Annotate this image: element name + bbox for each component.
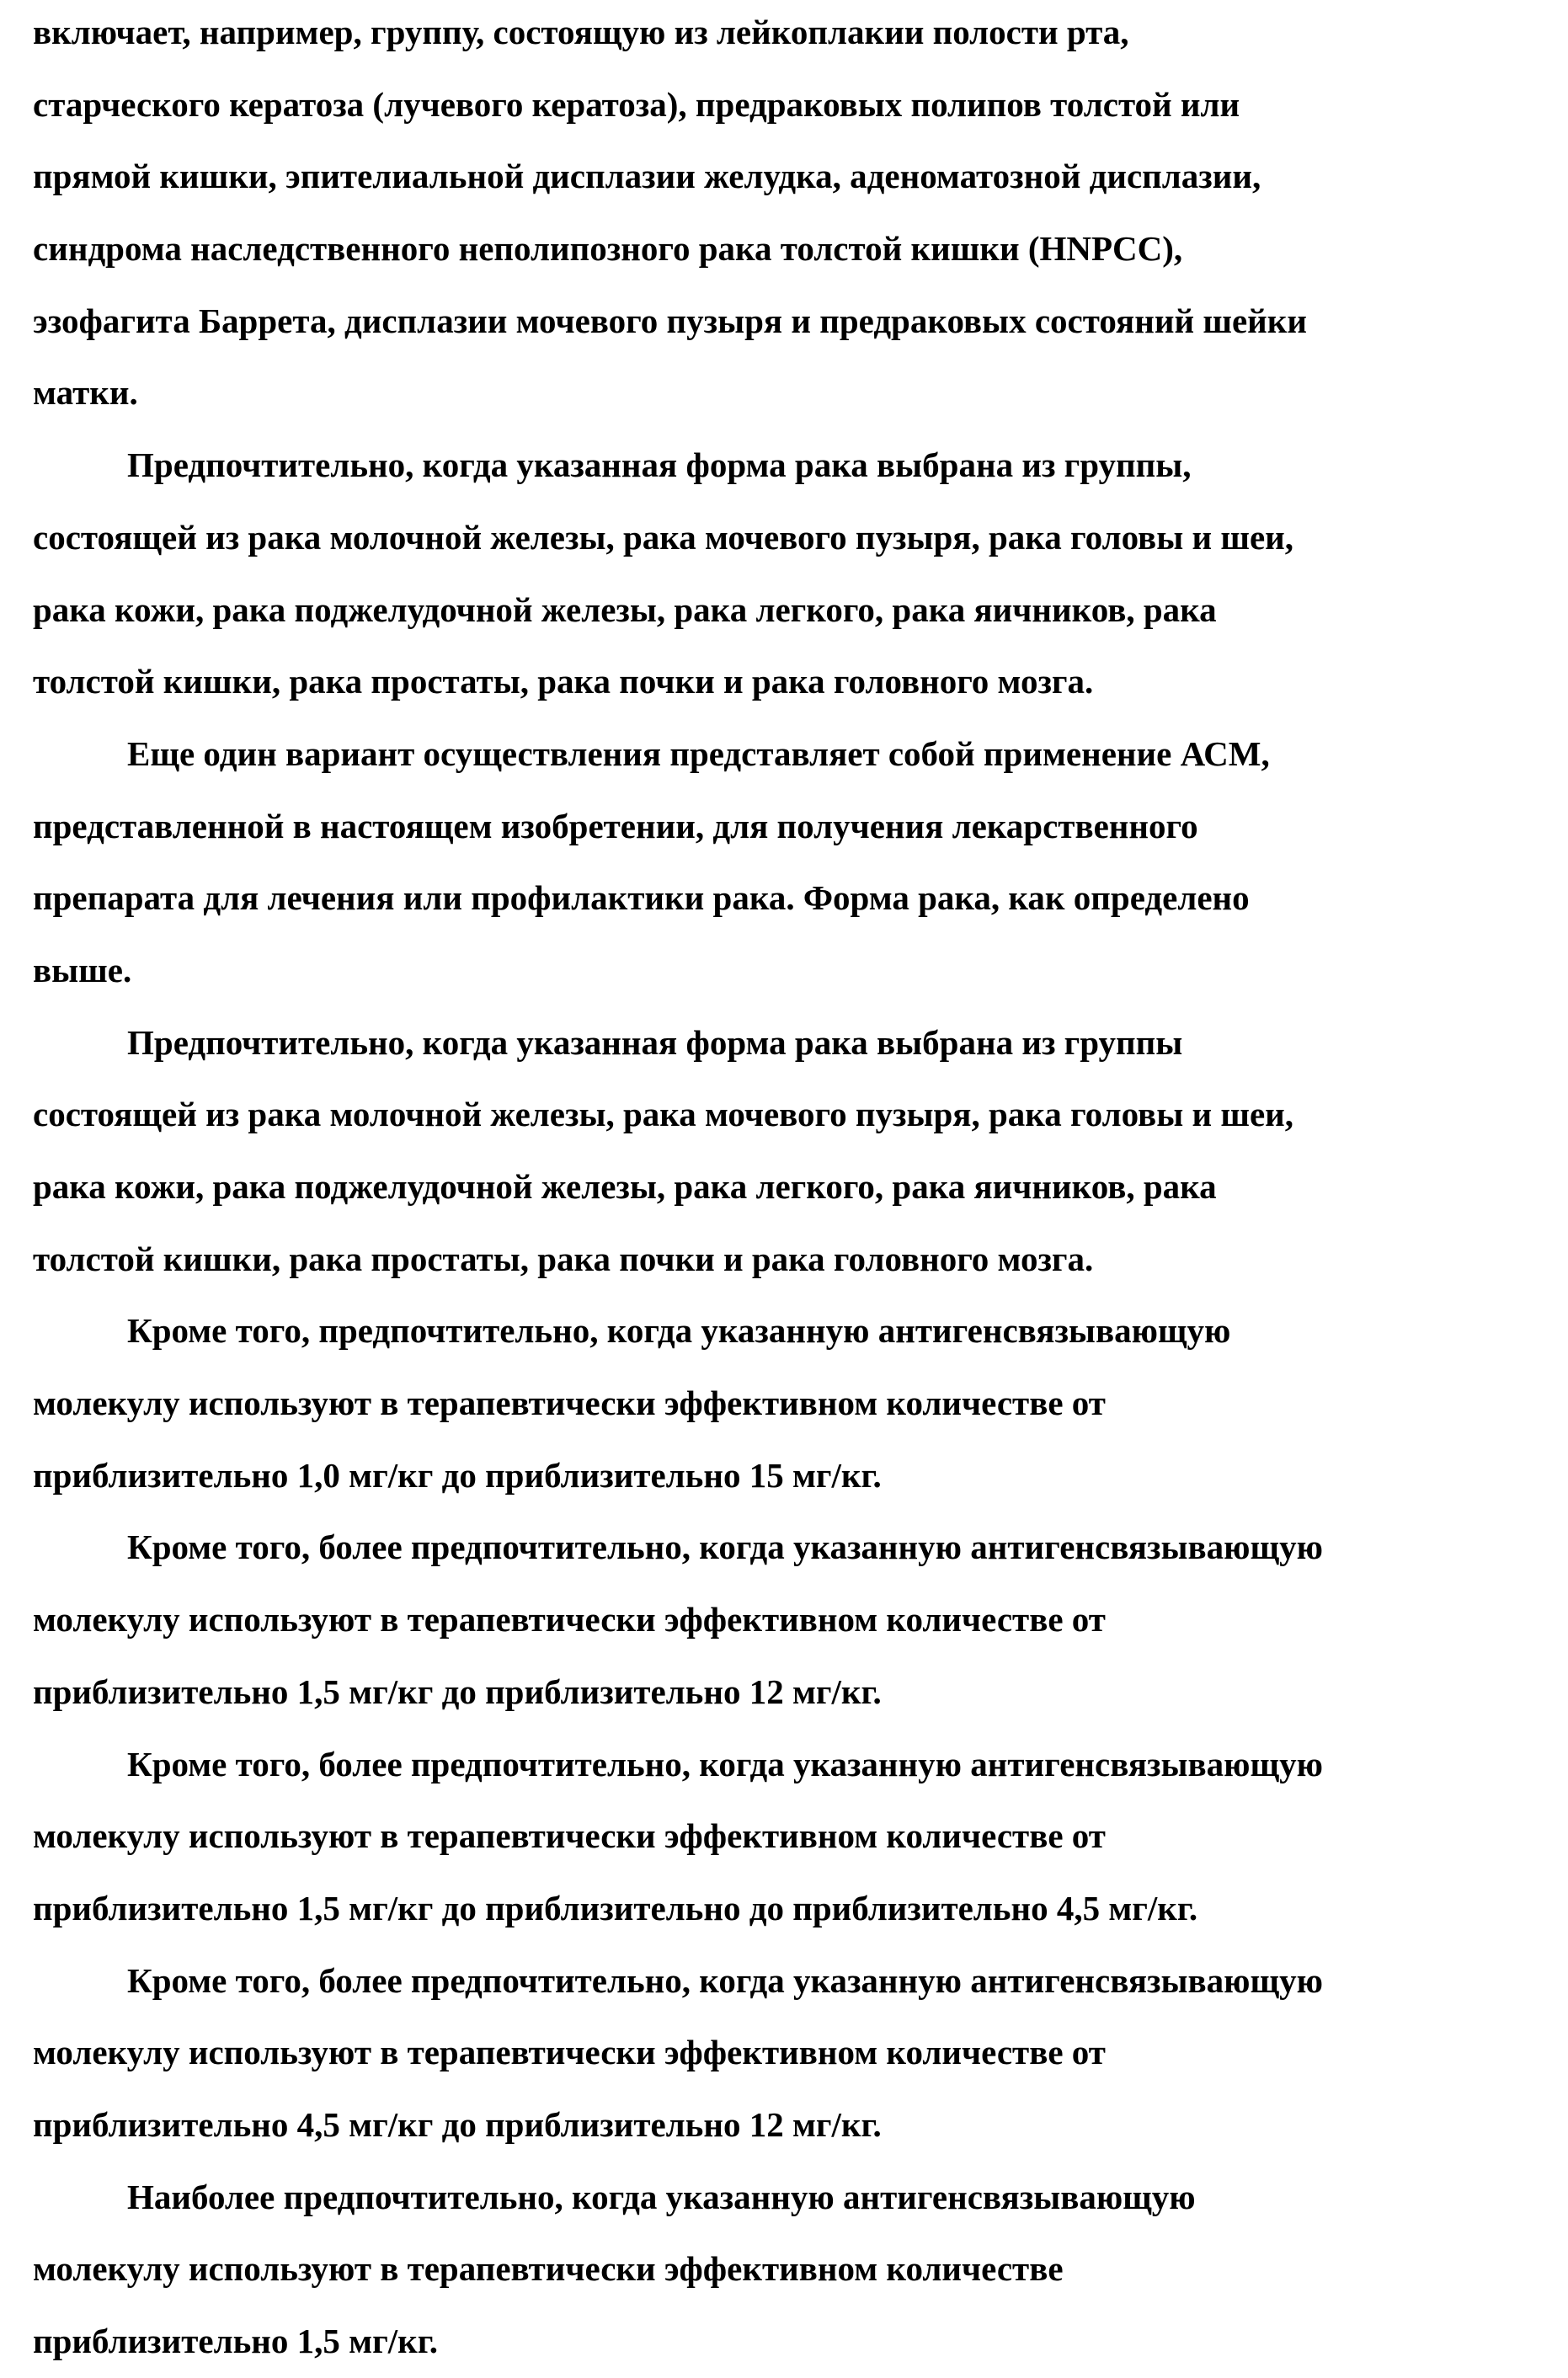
paragraph	[33, 1945, 1549, 2162]
text-line: представленной в настоящем изобретении, для получения лекарственного	[33, 791, 1549, 863]
paragraph	[33, 2162, 1549, 2378]
text-line: молекулу используют в терапевтически эффективном количестве от	[33, 2017, 1549, 2089]
text-line: приблизительно 1,5 мг/кг до приблизительно до приблизительно 4,5 мг/кг.	[33, 1873, 1549, 1945]
text-line: толстой кишки, рака простаты, рака почки и рака головного мозга.	[33, 1224, 1549, 1296]
text-line: толстой кишки, рака простаты, рака почки и рака головного мозга.	[33, 646, 1549, 718]
text-line: Предпочтительно, когда указанная форма рака выбрана из группы	[33, 1007, 1549, 1080]
paragraph	[33, 1512, 1549, 1728]
text-line: рака кожи, рака поджелудочной железы, рака легкого, рака яичников, рака	[33, 574, 1549, 647]
text-line: Кроме того, более предпочтительно, когда указанную антигенсвязывающую	[33, 1729, 1549, 1801]
text-line: матки.	[33, 357, 1549, 429]
text-line: Наиболее предпочтительно, когда указанную антигенсвязывающую	[33, 2162, 1549, 2234]
text-line: состоящей из рака молочной железы, рака мочевого пузыря, рака головы и шеи,	[33, 1079, 1549, 1151]
text-line: приблизительно 1,0 мг/кг до приблизительно 15 мг/кг.	[33, 1440, 1549, 1512]
text-line: включает, например, группу, состоящую из лейкоплакии полости рта,	[33, 0, 1549, 69]
text-line: препарата для лечения или профилактики рака. Форма рака, как определено	[33, 862, 1549, 935]
text-line: прямой кишки, эпителиальной дисплазии желудка, аденоматозной дисплазии,	[33, 141, 1549, 213]
paragraph	[33, 1729, 1549, 1945]
text-line: молекулу используют в терапевтически эффективном количестве от	[33, 1368, 1549, 1440]
paragraph	[33, 0, 1549, 429]
paragraph	[33, 1007, 1549, 1296]
text-line: молекулу используют в терапевтически эффективном количестве	[33, 2233, 1549, 2306]
text-line: Предпочтительно, когда указанная форма рака выбрана из группы,	[33, 429, 1549, 502]
document-page	[33, 0, 1549, 2378]
text-line: выше.	[33, 935, 1549, 1007]
paragraph	[33, 429, 1549, 718]
text-line: приблизительно 1,5 мг/кг.	[33, 2306, 1549, 2378]
text-line: рака кожи, рака поджелудочной железы, рака легкого, рака яичников, рака	[33, 1151, 1549, 1224]
paragraph	[33, 1295, 1549, 1512]
text-line: старческого кератоза (лучевого кератоза), предраковых полипов толстой или	[33, 69, 1549, 141]
text-line: эзофагита Баррета, дисплазии мочевого пузыря и предраковых состояний шейки	[33, 285, 1549, 358]
text-line: приблизительно 1,5 мг/кг до приблизительно 12 мг/кг.	[33, 1656, 1549, 1729]
text-line: Кроме того, более предпочтительно, когда указанную антигенсвязывающую	[33, 1945, 1549, 2018]
text-line: приблизительно 4,5 мг/кг до приблизительно 12 мг/кг.	[33, 2089, 1549, 2162]
text-line: Кроме того, более предпочтительно, когда указанную антигенсвязывающую	[33, 1512, 1549, 1584]
text-line: молекулу используют в терапевтически эффективном количестве от	[33, 1800, 1549, 1873]
paragraph	[33, 718, 1549, 1007]
text-line: синдрома наследственного неполипозного рака толстой кишки (HNPCC),	[33, 213, 1549, 285]
text-line: Кроме того, предпочтительно, когда указанную антигенсвязывающую	[33, 1295, 1549, 1368]
text-line: молекулу используют в терапевтически эффективном количестве от	[33, 1584, 1549, 1656]
text-line: Еще один вариант осуществления представляет собой применение АСМ,	[33, 718, 1549, 791]
text-line: состоящей из рака молочной железы, рака мочевого пузыря, рака головы и шеи,	[33, 502, 1549, 574]
